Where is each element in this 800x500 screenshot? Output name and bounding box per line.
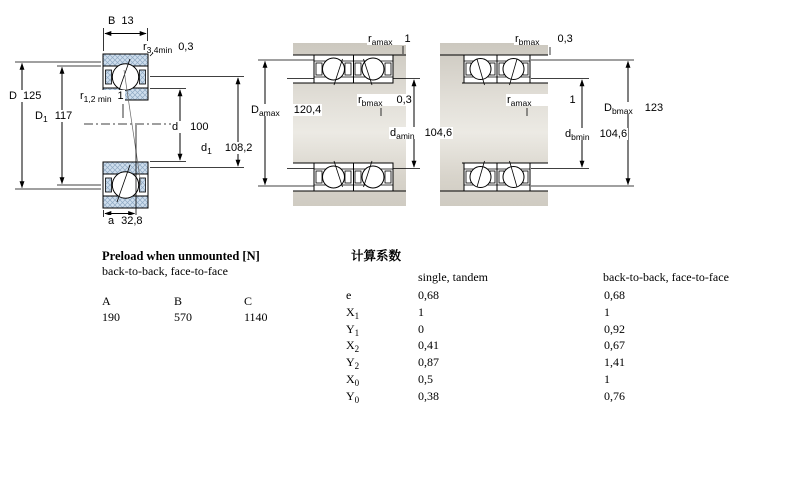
middle-paired-bearing-figure: [258, 43, 420, 206]
dim-label-D1: $D_1$ 117: [35, 110, 73, 124]
dim-D-lines: [15, 62, 101, 189]
factors-table-grid: [346, 288, 625, 406]
preload-col-header: C: [244, 294, 253, 308]
dim-D1-lines: [57, 66, 101, 185]
factor-value: 1: [604, 371, 610, 386]
factor-value: 0,68: [418, 288, 439, 302]
middle-bottom-bearing-pair: [314, 161, 393, 191]
dim-label-ramax-mid: $r_{amax}$ 1: [368, 33, 411, 47]
dim-label-rbmax-right: $r_{bmax}$ 0,3: [515, 33, 573, 47]
preload-col-header: B: [174, 294, 183, 308]
dim-label-ramax-right: $r_{amax}$ 1: [507, 94, 576, 108]
factors-col2-header: back-to-back, face-to-face: [603, 270, 729, 284]
preload-table-title: Preload when unmounted [N]: [102, 249, 260, 263]
factors-col1-header: single, tandem: [418, 270, 488, 284]
dim-B-lines: [104, 28, 148, 51]
factor-row-label: $Y_1$: [346, 321, 360, 338]
dim-label-dbmin: $d_{bmin}$ 104,6: [565, 128, 628, 142]
factor-value: 0,38: [418, 388, 439, 403]
dim-label-Dbmax: $D_{bmax}$ 123: [604, 102, 664, 116]
right-top-bearing-pair: [464, 55, 530, 85]
middle-top-bearing-pair: [314, 55, 393, 85]
factor-value: 0,76: [604, 388, 625, 403]
factor-row-label: $X_2$: [346, 338, 360, 355]
dim-label-D: D 125: [9, 90, 42, 102]
factor-value: 0: [418, 321, 424, 336]
preload-value: 190: [102, 310, 120, 324]
factors-table-title: 计算系数: [351, 249, 402, 263]
preload-value: 1140: [244, 310, 268, 324]
factor-row-label: e: [346, 288, 352, 302]
factor-value: 0,68: [604, 288, 625, 302]
preload-value: 570: [174, 310, 192, 324]
factor-row-label: $X_1$: [346, 304, 360, 321]
dim-label-rbmax-mid: $r_{bmax}$ 0,3: [358, 94, 412, 108]
dim-label-Damax: $D_{amax}$ 120,4: [251, 104, 322, 118]
dim-label-a: a 32,8: [108, 215, 143, 227]
dim-label-damin: $d_{amin}$ 104,6: [390, 127, 453, 141]
right-paired-bearing-figure: [440, 43, 634, 206]
preload-col-header: A: [102, 294, 111, 308]
preload-table-subtitle: back-to-back, face-to-face: [102, 264, 228, 278]
dim-label-d1: $d_1$ 108,2: [201, 142, 253, 156]
factor-value: 1: [418, 304, 424, 319]
preload-table: [102, 249, 268, 325]
preload-table-grid: [102, 293, 268, 325]
factor-row-label: $Y_0$: [346, 388, 360, 405]
dim-label-r12min: $r_{1,2 min}$ 1: [80, 90, 124, 104]
factor-row-label: $X_0$: [346, 371, 360, 388]
dim-label-r34min: $r_{3,4min}$ 0,3: [143, 41, 194, 55]
right-bottom-bearing-pair: [464, 161, 530, 191]
factor-row-label: $Y_2$: [346, 355, 360, 372]
factor-value: 0,41: [418, 338, 439, 353]
factor-value: 0,5: [418, 371, 433, 386]
factor-value: 0,92: [604, 321, 625, 336]
dim-label-B: B 13: [108, 15, 134, 27]
left-bearing-cross-section: [15, 28, 244, 217]
factor-value: 0,87: [418, 355, 439, 370]
factor-value: 0,67: [604, 338, 625, 353]
dim-label-d: d 100: [172, 121, 209, 133]
factor-value: 1,41: [604, 355, 625, 370]
left-bottom-bearing: [103, 162, 148, 208]
factor-value: 1: [604, 304, 610, 319]
